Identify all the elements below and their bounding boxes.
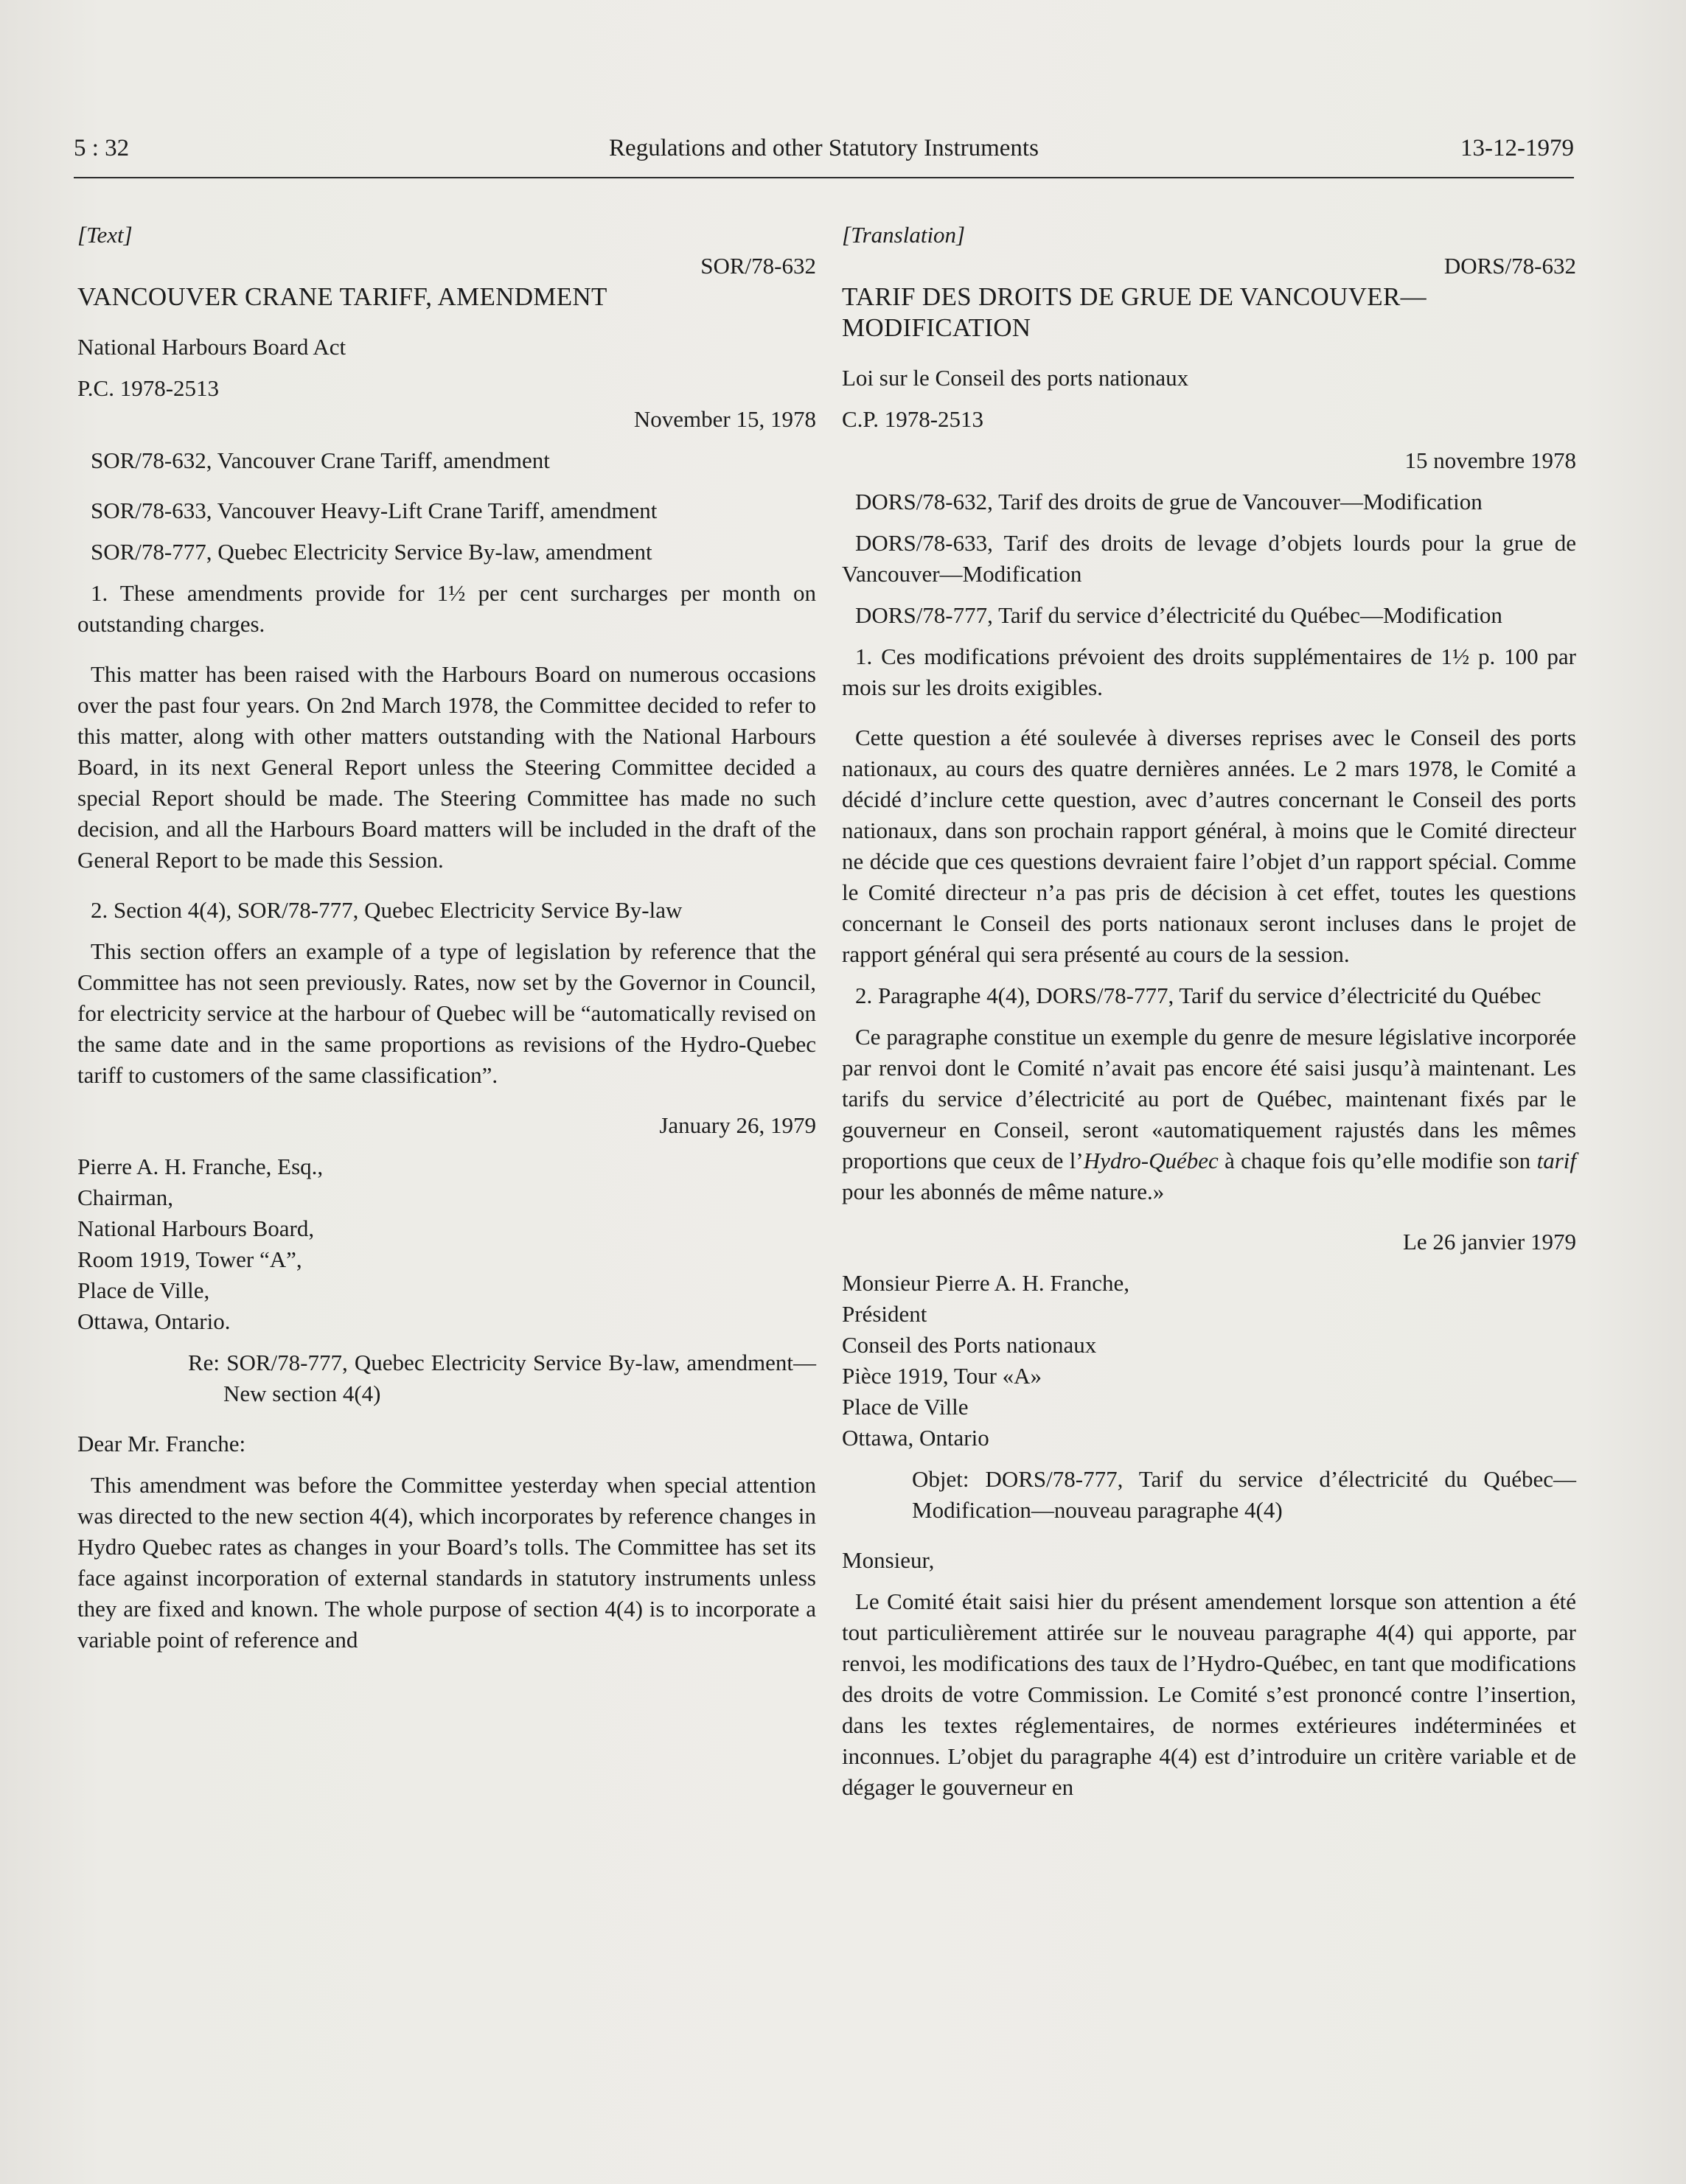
instrument-item: SOR/78-633, Vancouver Heavy-Lift Crane Tariff, amendment <box>91 498 658 523</box>
salutation: Monsieur, <box>842 1547 935 1573</box>
letter-body: Le Comité était saisi hier du présent amendement lorsque son attention a été tout particulièrement attirée sur le nouveau paragraphe 4(4) qui apporte, par renvoi, les modifications des taux de l’Hydro-Québec, en tant que modifications des droits de votre Commission. Le Comité s’est prononcé contre l’insertion, dans les textes réglementaires, de normes extérieures indéterminées et inconnues. L’objet du paragraphe 4(4) est d’introduire un critère variable et de dégager le gouverneur en <box>842 1588 1576 1800</box>
paragraph: Cette question a été soulevée à diverses reprises avec le Conseil des ports nationaux, au cours des quatre dernières années. Le 2 mars 1978, le Comité a décidé d’inclure cette question, avec d’autres concernant le Conseil des ports nationaux, dans son prochain rapport général, à moins que le Comité directeur ne décide que ces questions devraient faire l’objet d’un rapport spécial. Comme le Comité directeur n’a pas pris de décision à cet effet, toutes les questions concernant le Conseil des ports nationaux seront incluses dans le projet de rapport général qui sera présenté au cours de la session. <box>842 725 1576 967</box>
address-line: Monsieur Pierre A. H. Franche, <box>842 1270 1129 1296</box>
instrument-heading: TARIF DES DROITS DE GRUE DE VANCOUVER—MODIFICATION <box>842 282 1427 342</box>
address-line: National Harbours Board, <box>77 1215 315 1241</box>
running-head <box>74 135 1574 173</box>
address-line: Président <box>842 1301 927 1327</box>
order-in-council: P.C. 1978-2513 <box>77 375 220 401</box>
instrument-date: November 15, 1978 <box>633 406 816 432</box>
salutation: Dear Mr. Franche: <box>77 1431 246 1456</box>
enabling-act: National Harbours Board Act <box>77 334 346 360</box>
instrument-item: DORS/78-633, Tarif des droits de levage d’objets lourds pour la grue de Vancouver—Modification <box>842 530 1576 587</box>
publication-title: Regulations and other Statutory Instruments <box>609 135 1039 161</box>
point-1: 1. These amendments provide for 1½ per cent surcharges per month on outstanding charges. <box>77 580 816 637</box>
address-line: Pierre A. H. Franche, Esq., <box>77 1154 324 1179</box>
english-column <box>77 214 816 1656</box>
point-1: 1. Ces modifications prévoient des droits supplémentaires de 1½ p. 100 par mois sur les droits exigibles. <box>842 643 1576 700</box>
subject-line: Re: SOR/78-777, Quebec Electricity Service By-law, amendment—New section 4(4) <box>188 1350 816 1406</box>
paragraph: This section offers an example of a type of legislation by reference that the Committee has not seen previously. Rates, now set by the Governor in Council, for electricity service at the harbour of Quebec will be “automatically revised on the same date and in the same proportions as revisions of the Hydro-Quebec tariff to customers of the same classification”. <box>77 938 816 1088</box>
instrument-number: DORS/78-632 <box>1443 253 1576 279</box>
letter-date: Le 26 janvier 1979 <box>1402 1229 1576 1255</box>
recipient-address <box>77 1151 816 1337</box>
point-2: 2. Section 4(4), SOR/78-777, Quebec Electricity Service By-law <box>91 897 683 923</box>
french-column <box>842 214 1576 1803</box>
address-line: Room 1919, Tower “A”, <box>77 1246 302 1272</box>
issue-date: 13-12-1979 <box>1460 135 1574 161</box>
point-2: 2. Paragraphe 4(4), DORS/78-777, Tarif du service d’électricité du Québec <box>855 983 1542 1008</box>
header-rule <box>74 177 1574 178</box>
address-line: Place de Ville <box>842 1394 969 1420</box>
letter-date: January 26, 1979 <box>659 1112 816 1138</box>
instrument-heading: VANCOUVER CRANE TARIFF, AMENDMENT <box>77 282 607 311</box>
instrument-item: DORS/78-632, Tarif des droits de grue de Vancouver—Modification <box>855 489 1483 514</box>
instrument-item: SOR/78-632, Vancouver Crane Tariff, amendment <box>91 447 550 473</box>
address-line: Place de Ville, <box>77 1277 210 1303</box>
letter-body: This amendment was before the Committee yesterday when special attention was directed to the new section 4(4), which incorporates by reference changes in Hydro Quebec rates as changes in your Board’s tolls. The Committee has set its face against incorporation of external standards in statutory instruments unless they are fixed and known. The whole purpose of section 4(4) is to incorporate a variable point of reference and <box>77 1472 816 1653</box>
instrument-number: SOR/78-632 <box>700 253 816 279</box>
address-line: Ottawa, Ontario <box>842 1425 989 1451</box>
enabling-act: Loi sur le Conseil des ports nationaux <box>842 365 1189 391</box>
instrument-item: DORS/78-777, Tarif du service d’électricité du Québec—Modification <box>855 602 1502 628</box>
order-in-council: C.P. 1978-2513 <box>842 406 984 432</box>
instrument-item: SOR/78-777, Quebec Electricity Service By-law, amendment <box>91 539 652 565</box>
paragraph: Ce paragraphe constitue un exemple du genre de mesure législative incorporée par renvoi dont le Comité n’avait pas encore été saisi jusqu’à maintenant. Les tarifs du service d’électricité au port de Québec, maintenant fixés par le gouverneur en Conseil, seront «automatiquement rajustés dans les mêmes proportions que ceux de l’Hydro-Québec à chaque fois qu’elle modifie son tarif pour les abonnés de même nature.» <box>842 1024 1576 1204</box>
address-line: Pièce 1919, Tour «A» <box>842 1363 1042 1389</box>
address-line: Conseil des Ports nationaux <box>842 1332 1097 1358</box>
recipient-address <box>842 1268 1576 1454</box>
paragraph: This matter has been raised with the Harbours Board on numerous occasions over the past four years. On 2nd March 1978, the Committee decided to refer to this matter, along with other matters outstanding with the National Harbours Board, in its next General Report unless the Steering Committee decided a special Report should be made. The Steering Committee has made no such decision, and all the Harbours Board matters will be included in the draft of the General Report to be made this Session. <box>77 661 816 873</box>
address-line: Ottawa, Ontario. <box>77 1308 231 1334</box>
address-line: Chairman, <box>77 1185 173 1210</box>
instrument-date: 15 novembre 1978 <box>1404 447 1576 473</box>
subject-line: Objet: DORS/78-777, Tarif du service d’électricité du Québec—Modification—nouveau paragraphe 4(4) <box>912 1466 1576 1523</box>
text-tag: [Text] <box>77 222 133 248</box>
page-number: 5 : 32 <box>74 135 130 161</box>
translation-tag: [Translation] <box>842 222 966 248</box>
